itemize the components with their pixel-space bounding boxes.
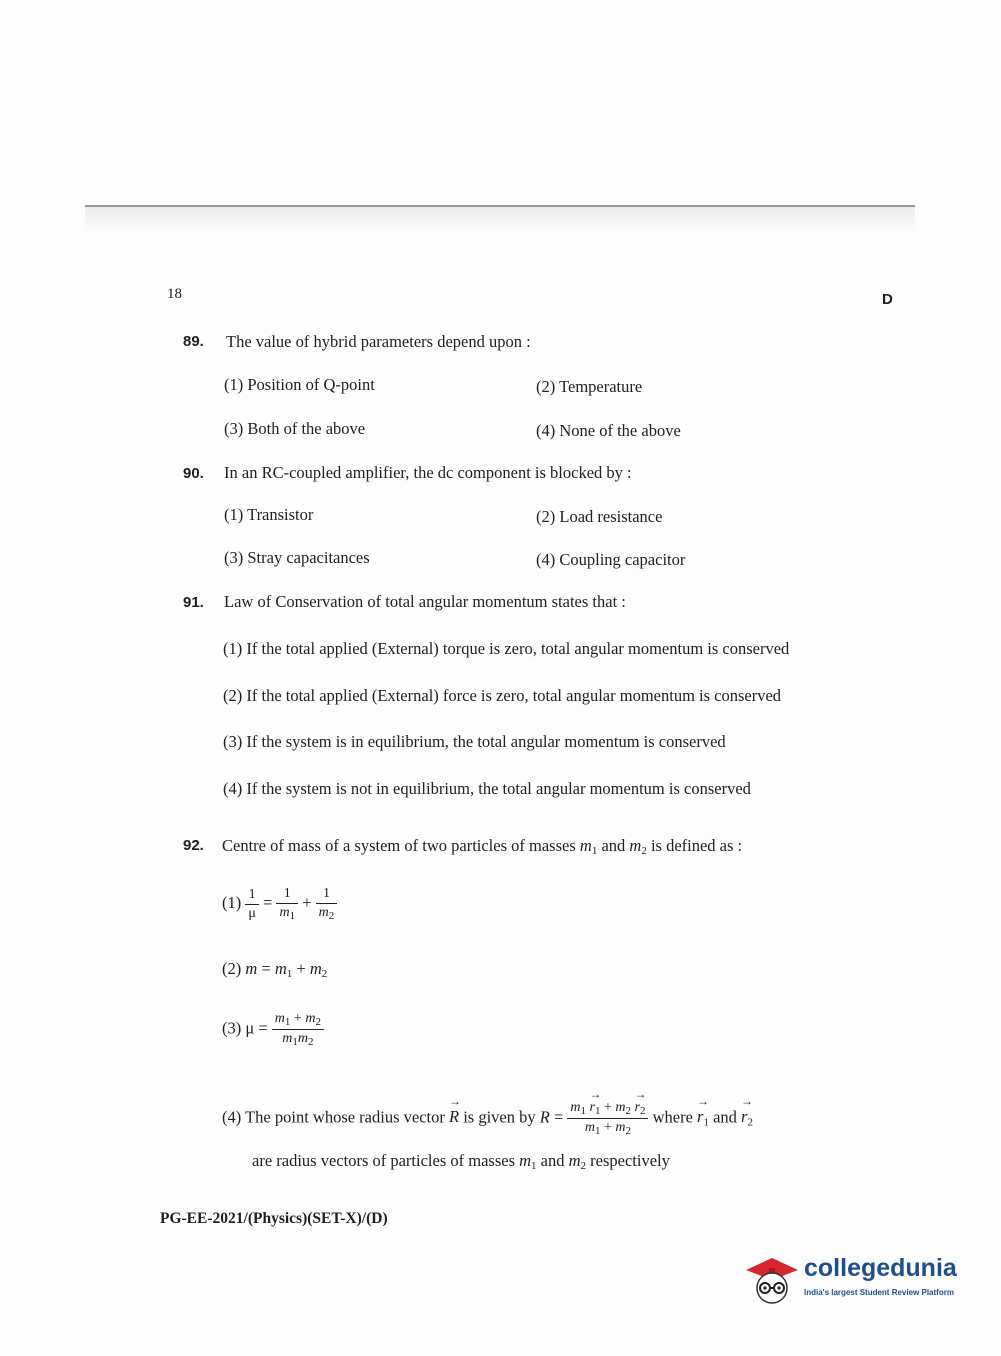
question-91-option-1: (1) If the total applied (External) torque is zero, total angular momentum is conserved	[223, 639, 790, 658]
question-92-text: Centre of mass of a system of two particles of masses $m_1$ and $m_2$ is defined as :	[222, 836, 743, 857]
question-90-option-1: (1) Transistor	[224, 505, 314, 524]
question-92-text-before: Centre of mass of a system of two particles of masses	[222, 836, 576, 855]
option-label: (1)	[222, 892, 242, 912]
question-91-text: Law of Conservation of total angular momentum states that :	[224, 592, 626, 611]
question-92-option-4-line-2: are radius vectors of particles of masses $m_1$ and $m_2$ respectively	[252, 1151, 670, 1172]
question-91-option-2: (2) If the total applied (External) force is zero, total angular momentum is conserved	[223, 686, 782, 705]
question-91-option-4: (4) If the system is not in equilibrium, the total angular momentum is conserved	[223, 779, 751, 798]
option-label: (4)	[222, 1107, 242, 1127]
option-4-line2-and: and	[540, 1151, 565, 1170]
question-92-text-and: and	[601, 836, 626, 855]
footer-exam-code: PG-EE-2021/(Physics)(SET-X)/(D)	[160, 1210, 388, 1227]
question-91-option-3: (3) If the system is in equilibrium, the total angular momentum is conserved	[223, 732, 726, 751]
question-90-option-3: (3) Stray capacitances	[224, 548, 370, 567]
question-89-option-3: (3) Both of the above	[224, 419, 366, 438]
formula-fraction: $\frac{1}{\mu}$	[245, 887, 259, 922]
formula-fraction: $\frac{1}{m_2}$	[316, 886, 338, 922]
option-4-text-mid: is given by	[463, 1107, 536, 1127]
question-92-option-3: (3) μ = $\frac{m_1 + m_2}{m_1m_2}$	[222, 1011, 324, 1048]
logo-wordmark: collegedunia	[804, 1254, 957, 1282]
option-4-line2-before: are radius vectors of particles of masses	[252, 1151, 515, 1170]
question-92-text-after: is defined as :	[650, 836, 743, 855]
formula-fraction: $\frac{1}{m_1}$	[276, 886, 298, 922]
option-4-line2-after: respectively	[590, 1151, 670, 1170]
question-89-option-1: (1) Position of Q-point	[224, 375, 375, 394]
question-89-text: The value of hybrid parameters depend upon :	[226, 332, 531, 351]
option-4-text-and: and	[713, 1107, 737, 1127]
collegedunia-logo	[742, 1250, 967, 1310]
question-90-text: In an RC-coupled amplifier, the dc component is blocked by :	[224, 463, 632, 482]
question-92-number: 92.	[183, 837, 204, 854]
question-89-option-2: (2) Temperature	[536, 377, 643, 396]
option-label: (2)	[222, 959, 242, 978]
formula-fraction: $\frac{m_1 \to r_1 + m_2 \to r_2}{m_1 + m_2}$	[567, 1100, 648, 1137]
question-89-option-4: (4) None of the above	[536, 421, 681, 440]
logo-tagline: India's largest Student Review Platform	[804, 1288, 954, 1297]
mascot-icon	[742, 1250, 802, 1310]
option-4-text-before: The point whose radius vector	[245, 1107, 445, 1127]
question-92-option-2: (2) $m = m_1 + m_2$	[222, 959, 328, 980]
option-4-text-where: where	[652, 1107, 693, 1127]
question-90-option-2: (2) Load resistance	[536, 507, 663, 526]
page-number: 18	[167, 286, 182, 302]
question-90-number: 90.	[183, 465, 204, 482]
question-92-option-4: (4) The point whose radius vector → R is given by R = $\frac{m_1 \to r_1 + m_2 \to r_2}{m_1 + m_2}$ where → $r_1$ and → $r_2$	[222, 1100, 753, 1137]
question-92-option-1: (1) $\frac{1}{\mu}$ = $\frac{1}{m_1}$ + $\frac{1}{m_2}$	[222, 886, 337, 922]
formula-fraction: $\frac{m_1 + m_2}{m_1m_2}$	[272, 1011, 324, 1048]
option-label: (3)	[222, 1018, 242, 1038]
top-rule-shadow	[85, 207, 915, 233]
set-code: D	[882, 291, 893, 308]
question-90-option-4: (4) Coupling capacitor	[536, 550, 686, 569]
question-91-number: 91.	[183, 594, 204, 611]
question-89-number: 89.	[183, 333, 204, 350]
